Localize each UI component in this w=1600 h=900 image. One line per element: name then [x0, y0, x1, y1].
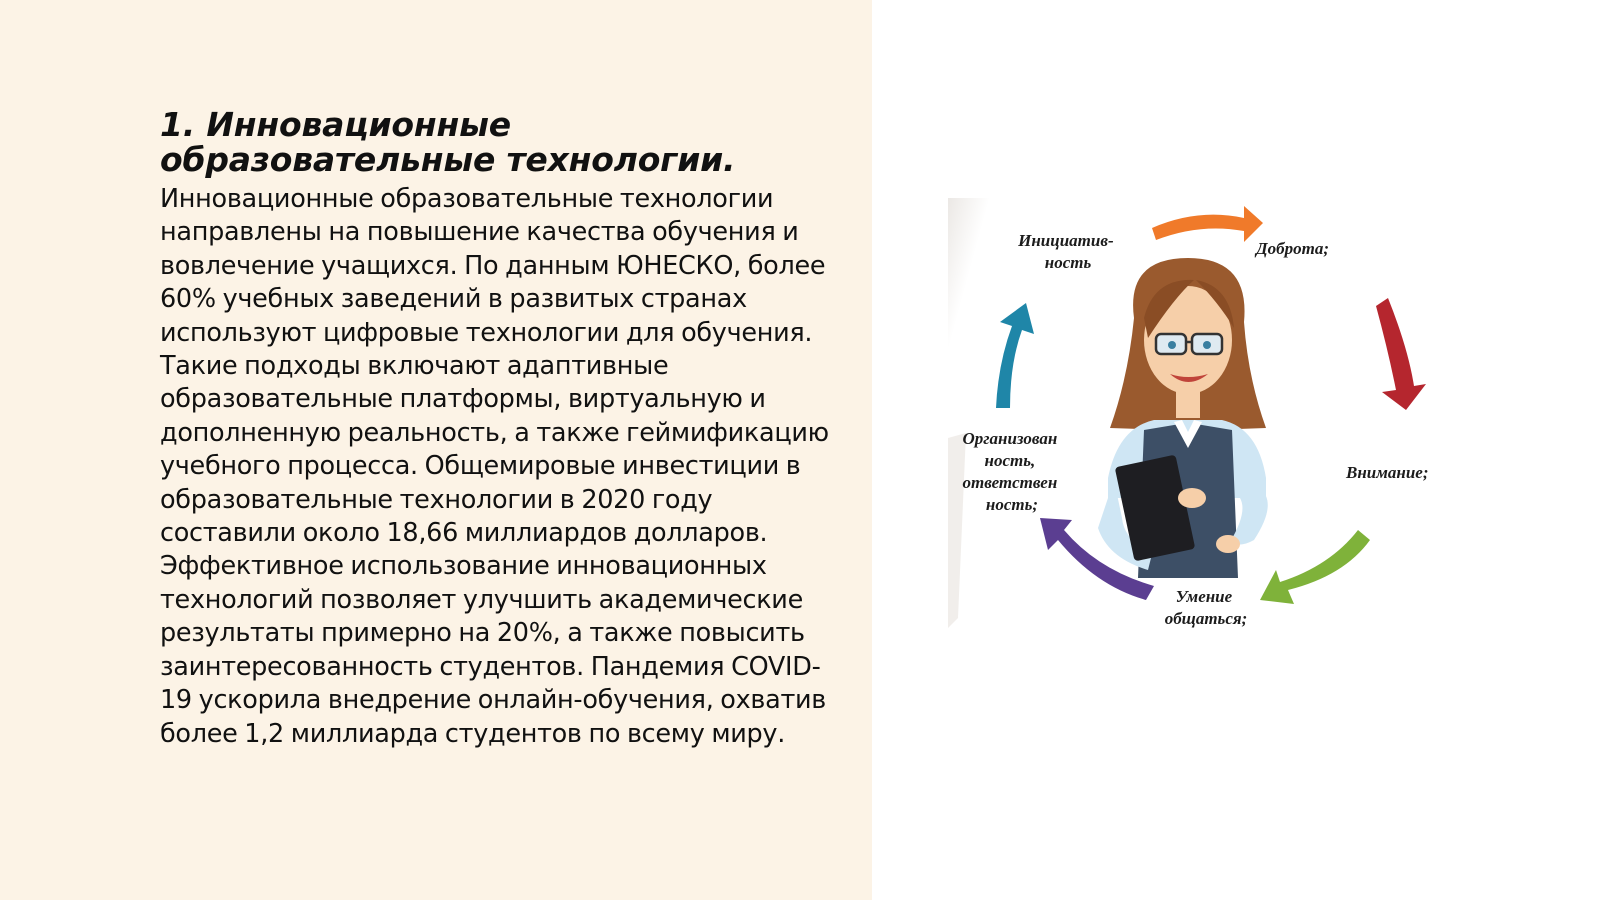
teacher-hand [1216, 535, 1240, 553]
slide-body-text: Инновационные образовательные технологии направлены на повышение качества обучения и вовлечение учащихся. По данным ЮНЕСКО, более 60% учебных заведений в развитых странах используют цифровые технологии для обучения. Такие подходы включают адаптивные образовательные платформы, виртуальную и дополненную реальность, а также геймификацию учебного процесса. Общемировые инвестиции в образовательные технологии в 2020 году составили около 18,66 миллиардов долларов. Эффективное использование инновационных технологий позволяет улучшить академические результаты примерно на 20%, а также повысить заинтересованность студентов. Пандемия COVID-19 ускорила внедрение онлайн-обучения, охватив более 1,2 миллиарда студентов по всему миру. [160, 184, 829, 749]
trait-initiative-line: Инициатив- [1018, 231, 1114, 250]
trait-communication-line: Умение [1175, 587, 1233, 606]
trait-kindness: Доброта; [1256, 239, 1329, 258]
trait-organization-line: ность; [985, 495, 1039, 514]
teacher-neck [1176, 390, 1200, 418]
trait-organization-line: ность, [984, 451, 1036, 470]
slide-title: 1. Инновационные образовательные технологии. [160, 105, 736, 179]
trait-initiative-line: ность [1044, 253, 1092, 272]
teacher-qualities-diagram [948, 198, 1456, 638]
trait-organization-line: Организован [962, 429, 1058, 448]
trait-organization-line: ответствен [962, 473, 1058, 492]
trait-communication-line: общаться; [1164, 609, 1248, 628]
teacher-eye [1203, 341, 1211, 349]
teacher-hand [1178, 488, 1206, 508]
teacher-eye [1168, 341, 1176, 349]
teacher-qualities-illustration [948, 198, 1456, 638]
trait-attention: Внимание; [1346, 463, 1429, 482]
